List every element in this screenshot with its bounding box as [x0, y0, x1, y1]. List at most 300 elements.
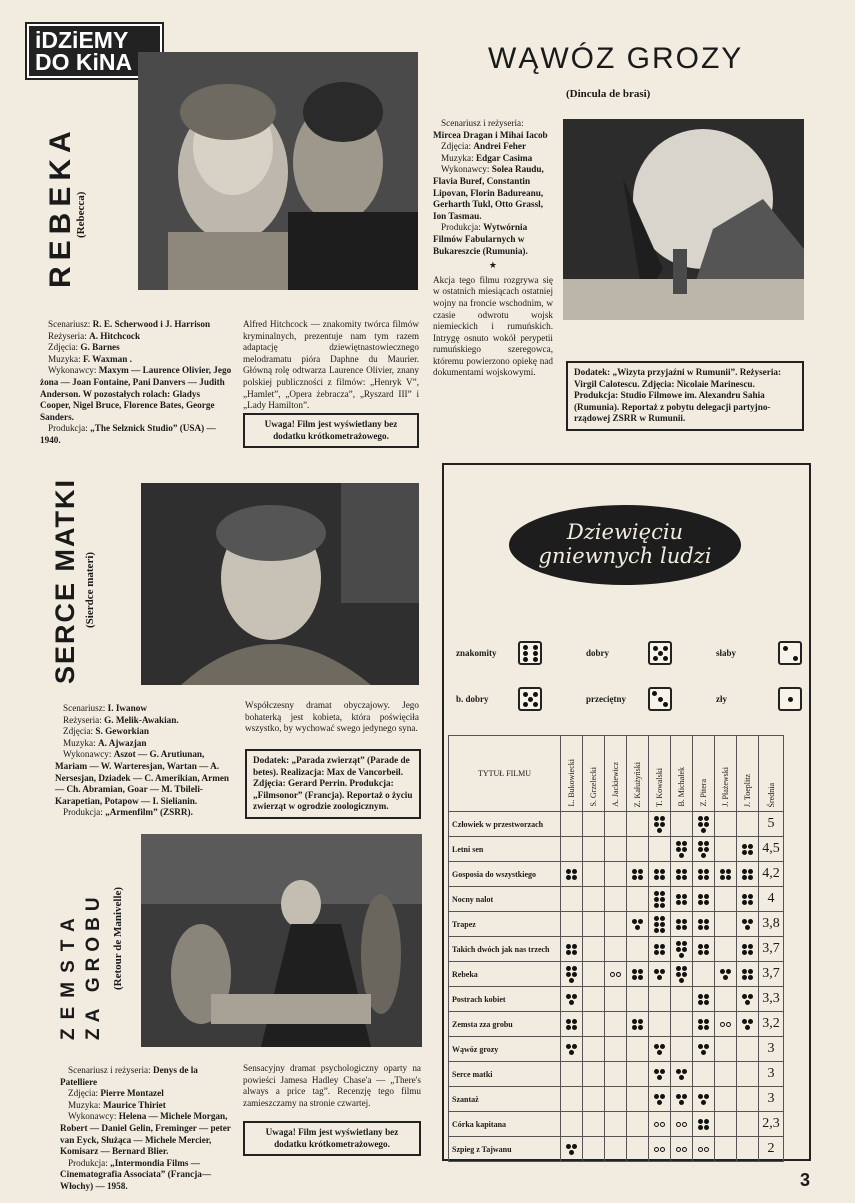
table-row: [449, 1012, 784, 1037]
score-cell: [649, 912, 671, 937]
critic-header: A. Jackiewicz: [605, 736, 627, 812]
ratings-panel: [442, 463, 811, 1161]
score-cell: [693, 912, 715, 937]
film-title-cell: Człowiek w przestworzach: [449, 812, 561, 837]
score-cell: [649, 962, 671, 987]
score-cell: [715, 937, 737, 962]
score-cell: [715, 812, 737, 837]
zemsta-title-line2: ZA GROBU: [83, 891, 104, 1040]
score-cell: [627, 812, 649, 837]
critic-header: T. Kowalski: [649, 736, 671, 812]
table-row: [449, 987, 784, 1012]
score-dots-icon: [718, 868, 734, 880]
wawoz-title: WĄWÓZ GROZY: [488, 42, 744, 75]
score-cell: [649, 987, 671, 1012]
credit-line: Muzyka: F. Waxman .: [48, 353, 132, 364]
score-dots-icon: [564, 868, 580, 880]
film-title-cell: Rebeka: [449, 962, 561, 987]
score-dots-icon: [652, 1146, 668, 1152]
credit-line: Produkcja: „Intermondia Films — Cinematografia Associata” (Francja—Włochy) — 1958.: [60, 1157, 212, 1191]
score-dots-icon: [740, 868, 756, 880]
score-dots-icon: [652, 890, 668, 908]
score-dots-icon: [740, 943, 756, 955]
score-cell: [561, 1037, 583, 1062]
score-cell: [737, 1062, 759, 1087]
ratings-table-wrap: [448, 735, 784, 1162]
film-title-cell: Zemsta zza grobu: [449, 1012, 561, 1037]
average-cell: 4,5: [759, 837, 784, 862]
score-dots-icon: [652, 1068, 668, 1080]
score-cell: [671, 912, 693, 937]
score-cell: [693, 862, 715, 887]
score-cell: [605, 962, 627, 987]
star-separator: ★: [488, 260, 498, 271]
film-title-cell: Wąwóz grozy: [449, 1037, 561, 1062]
credit-line: Zdjęcia: S. Geworkian: [63, 726, 150, 737]
score-cell: [715, 1037, 737, 1062]
zemsta-photo: [141, 834, 422, 1047]
score-cell: [605, 1037, 627, 1062]
score-cell: [583, 987, 605, 1012]
score-dots-icon: [608, 971, 624, 977]
zemsta-note: Uwaga! Film jest wyświetlany bez dodatku krótkometrażowego.: [243, 1121, 421, 1156]
film-title-cell: Takich dwóch jak nas trzech: [449, 937, 561, 962]
score-cell: [671, 812, 693, 837]
score-cell: [561, 1012, 583, 1037]
score-cell: [583, 887, 605, 912]
wawoz-photo: [563, 119, 804, 320]
score-dots-icon: [696, 1118, 712, 1130]
score-cell: [693, 987, 715, 1012]
score-cell: [737, 1012, 759, 1037]
critic-header: B. Michałek: [671, 736, 693, 812]
legend-label: zły: [716, 694, 727, 704]
die-5-icon: [648, 641, 672, 665]
credit-line: Zdjęcia: Andrei Feher: [441, 141, 527, 152]
score-dots-icon: [674, 918, 690, 930]
score-cell: [583, 962, 605, 987]
score-cell: [561, 912, 583, 937]
score-cell: [693, 1112, 715, 1137]
table-row: [449, 1112, 784, 1137]
score-cell: [561, 812, 583, 837]
average-cell: 3,7: [759, 962, 784, 987]
ratings-title-badge: Dziewięciu gniewnych ludzi: [509, 505, 741, 585]
score-cell: [671, 987, 693, 1012]
die-1-icon: [778, 687, 802, 711]
credit-line: Zdjęcia: G. Barnes: [48, 342, 120, 353]
score-cell: [583, 812, 605, 837]
legend-item: [716, 641, 802, 665]
score-dots-icon: [696, 840, 712, 858]
score-cell: [649, 1012, 671, 1037]
score-dots-icon: [674, 1146, 690, 1152]
table-row: [449, 962, 784, 987]
score-cell: [605, 1087, 627, 1112]
score-cell: [715, 1112, 737, 1137]
score-dots-icon: [696, 893, 712, 905]
score-cell: [627, 1137, 649, 1162]
credit-line: Reżyseria: G. Melik-Awakian.: [63, 714, 179, 725]
score-cell: [627, 912, 649, 937]
score-cell: [649, 887, 671, 912]
score-cell: [561, 862, 583, 887]
serce-note: Dodatek: „Parada zwierząt” (Parade de betes). Realizacja: Max de Vancorbeil. Zdjęcia: Gerard Perrin. Produkcja: „Filmsonor” (Francja). Reportaż o życiu zwierząt w ogrodzie zoologicznym.: [245, 749, 421, 819]
score-dots-icon: [630, 918, 646, 930]
average-header: Średnia: [759, 736, 784, 812]
wawoz-credits: [433, 118, 553, 379]
score-dots-icon: [564, 1018, 580, 1030]
average-cell: 4,2: [759, 862, 784, 887]
score-dots-icon: [674, 965, 690, 983]
score-cell: [627, 1037, 649, 1062]
score-cell: [627, 862, 649, 887]
score-cell: [649, 837, 671, 862]
score-cell: [737, 912, 759, 937]
table-row: [449, 1037, 784, 1062]
average-cell: 5: [759, 812, 784, 837]
table-row: [449, 887, 784, 912]
film-title-cell: Córka kapitana: [449, 1112, 561, 1137]
score-dots-icon: [696, 1146, 712, 1152]
score-dots-icon: [740, 1018, 756, 1030]
score-dots-icon: [630, 1018, 646, 1030]
score-dots-icon: [674, 868, 690, 880]
score-cell: [693, 1087, 715, 1112]
score-cell: [627, 962, 649, 987]
score-cell: [737, 987, 759, 1012]
credit-line: Reżyseria: A. Hitchcock: [48, 330, 141, 341]
critic-header: Z. Kałużyński: [627, 736, 649, 812]
column-logo: iDZiEMY DO KiNA: [27, 24, 162, 78]
score-cell: [583, 912, 605, 937]
average-cell: 4: [759, 887, 784, 912]
table-row: [449, 862, 784, 887]
serce-description: Współczesny dramat obyczajowy. Jego bohaterką jest kobieta, która poświęciła wszystko, by wychować swego jedynego syna.: [245, 700, 419, 734]
credit-line: Produkcja: „Armenfilm” (ZSRR).: [63, 807, 193, 818]
legend-label: b. dobry: [456, 694, 489, 704]
average-cell: 3: [759, 1037, 784, 1062]
credit-line: Scenariusz i reżyseria: Denys de la Patelliere: [60, 1065, 198, 1087]
credit-line: Scenariusz: I. Iwanow: [63, 703, 147, 713]
score-dots-icon: [564, 1043, 580, 1055]
score-cell: [693, 1062, 715, 1087]
page-number: 3: [800, 1170, 811, 1190]
score-dots-icon: [674, 1093, 690, 1105]
rebeka-credits: [40, 319, 232, 447]
credit-line: Scenariusz i reżyseria: Mircea Dragan i Mihai Iacob: [433, 118, 548, 140]
score-dots-icon: [674, 1121, 690, 1127]
score-cell: [671, 1037, 693, 1062]
legend-item: [456, 687, 542, 711]
average-cell: 3,7: [759, 937, 784, 962]
table-row: [449, 912, 784, 937]
score-cell: [671, 1012, 693, 1037]
rebeka-title: REBEKA: [44, 125, 77, 288]
score-cell: [605, 987, 627, 1012]
score-cell: [715, 1087, 737, 1112]
score-dots-icon: [696, 1018, 712, 1030]
score-cell: [737, 937, 759, 962]
score-cell: [605, 812, 627, 837]
score-cell: [693, 937, 715, 962]
zemsta-description: Sensacyjny dramat psychologiczny oparty na powieści Jamesa Hadley Chase'a — „There's always a price tag”. Recenzję tego filmu zamieszczamy na stronie czwartej.: [243, 1063, 421, 1108]
rebeka-note: Uwaga! Film jest wyświetlany bez dodatku krótkometrażowego.: [243, 413, 419, 448]
film-title-cell: Letni sen: [449, 837, 561, 862]
score-cell: [649, 1037, 671, 1062]
serce-original-title: (Sierdce materi): [84, 551, 96, 628]
serce-title: SERCE MATKI: [50, 477, 80, 684]
serce-credits: [55, 703, 235, 819]
zemsta-credits: [60, 1065, 232, 1193]
score-dots-icon: [674, 893, 690, 905]
score-dots-icon: [696, 1043, 712, 1055]
film-title-cell: Postrach kobiet: [449, 987, 561, 1012]
score-dots-icon: [696, 943, 712, 955]
wawoz-original-title: (Dincula de brasi): [566, 88, 651, 100]
score-dots-icon: [740, 968, 756, 980]
score-cell: [627, 1112, 649, 1137]
die-5-icon: [518, 687, 542, 711]
score-dots-icon: [740, 918, 756, 930]
score-cell: [583, 1012, 605, 1037]
ratings-table: [448, 735, 784, 1162]
table-row: [449, 837, 784, 862]
score-dots-icon: [652, 1121, 668, 1127]
credit-line: Muzyka: Edgar Casima: [441, 152, 533, 163]
score-dots-icon: [564, 965, 580, 983]
score-dots-icon: [652, 815, 668, 833]
film-title-cell: Nocny nalot: [449, 887, 561, 912]
score-cell: [627, 987, 649, 1012]
score-cell: [649, 1112, 671, 1137]
score-cell: [583, 1087, 605, 1112]
credit-line: Muzyka: A. Ajwazjan: [63, 737, 147, 748]
score-cell: [649, 1087, 671, 1112]
score-dots-icon: [696, 868, 712, 880]
score-dots-icon: [674, 1068, 690, 1080]
score-dots-icon: [718, 968, 734, 980]
average-cell: 3: [759, 1062, 784, 1087]
score-cell: [671, 887, 693, 912]
score-cell: [737, 837, 759, 862]
score-dots-icon: [652, 915, 668, 933]
score-dots-icon: [740, 993, 756, 1005]
score-cell: [649, 1137, 671, 1162]
score-cell: [583, 1137, 605, 1162]
score-cell: [627, 1087, 649, 1112]
score-cell: [627, 887, 649, 912]
score-cell: [671, 1112, 693, 1137]
score-cell: [671, 1137, 693, 1162]
score-cell: [561, 1087, 583, 1112]
legend-label: znakomity: [456, 648, 497, 658]
score-cell: [671, 1087, 693, 1112]
rebeka-original-title: (Rebecca): [75, 191, 87, 238]
credit-line: Produkcja: Wytwórnia Filmów Fabularnych w Bukareszcie (Rumunia).: [433, 222, 528, 256]
table-row: [449, 1087, 784, 1112]
score-cell: [715, 1012, 737, 1037]
film-title-cell: Szantaż: [449, 1087, 561, 1112]
score-cell: [671, 862, 693, 887]
score-dots-icon: [652, 1043, 668, 1055]
legend-label: przeciętny: [586, 694, 626, 704]
credit-line: Wykonawcy: Helena — Michele Morgan, Robert — Daniel Gelin, Freminger — peter van Eyck, Służąca — Michele Mercier, Komisarz — Bernard Blier.: [60, 1111, 231, 1157]
score-dots-icon: [564, 993, 580, 1005]
score-cell: [737, 1137, 759, 1162]
score-dots-icon: [740, 843, 756, 855]
score-cell: [605, 1062, 627, 1087]
table-row: [449, 937, 784, 962]
score-cell: [605, 837, 627, 862]
score-cell: [737, 1087, 759, 1112]
score-cell: [693, 1037, 715, 1062]
score-cell: [583, 1112, 605, 1137]
score-cell: [627, 1062, 649, 1087]
score-cell: [627, 837, 649, 862]
score-cell: [649, 1062, 671, 1087]
film-title-cell: Szpieg z Tajwanu: [449, 1137, 561, 1162]
score-dots-icon: [718, 1021, 734, 1027]
score-cell: [649, 937, 671, 962]
score-dots-icon: [674, 840, 690, 858]
score-cell: [605, 862, 627, 887]
score-dots-icon: [630, 868, 646, 880]
score-cell: [693, 1137, 715, 1162]
score-cell: [605, 937, 627, 962]
table-row: [449, 812, 784, 837]
critic-header: S. Grzelecki: [583, 736, 605, 812]
credit-line: Wykonawcy: Maxym — Laurence Olivier, Jego żona — Joan Fontaine, Pani Danvers — Judith Anderson. W pozostałych rolach: Gladys Cooper, Nigel Bruce, Florence Bates, George Sanders.: [40, 365, 232, 422]
score-cell: [715, 987, 737, 1012]
score-cell: [737, 887, 759, 912]
score-cell: [693, 812, 715, 837]
score-cell: [649, 862, 671, 887]
rebeka-photo: [138, 52, 418, 290]
score-cell: [583, 937, 605, 962]
score-cell: [737, 862, 759, 887]
score-dots-icon: [652, 868, 668, 880]
legend-label: słaby: [716, 648, 737, 658]
credit-line: Wykonawcy: Aszot — G. Arutiunan, Mariam — W. Warteresjan, Wartan — A. Nersesjan, Dziadek — C. Amerikian, Armen — Ch. Abramian, Goar — M. Tbileli-Karapetian, Potapow — I. Sielianin.: [55, 749, 230, 806]
critic-header: Z. Pitera: [693, 736, 715, 812]
score-dots-icon: [652, 1093, 668, 1105]
table-row: [449, 1137, 784, 1162]
legend-item: [456, 641, 542, 665]
film-title-cell: Gosposia do wszystkiego: [449, 862, 561, 887]
score-cell: [671, 962, 693, 987]
score-dots-icon: [674, 940, 690, 958]
film-title-cell: Serce matki: [449, 1062, 561, 1087]
score-cell: [627, 1012, 649, 1037]
credit-line: Muzyka: Maurice Thiriet: [68, 1099, 166, 1110]
score-dots-icon: [696, 1093, 712, 1105]
score-cell: [671, 1062, 693, 1087]
score-cell: [561, 1137, 583, 1162]
film-title-header: TYTUŁ FILMU: [449, 736, 561, 812]
score-cell: [671, 837, 693, 862]
wawoz-description: Akcja tego filmu rozgrywa się w ostatnich miesiącach ostatniej wojny na froncie wschodnim, w czasie odwrotu wojsk niemieckich i rumuńskich. Intrygę osnuto wokół perypetii rumuńskiego szeregowca, któremu powierzono opiekę nad dokumentami wojskowymi.: [433, 274, 553, 378]
table-row: [449, 1062, 784, 1087]
score-cell: [737, 962, 759, 987]
legend-item: [716, 687, 802, 711]
score-cell: [715, 862, 737, 887]
credit-line: Scenariusz: R. E. Scherwood i J. Harrison: [48, 319, 211, 329]
score-dots-icon: [652, 943, 668, 955]
score-cell: [561, 987, 583, 1012]
score-cell: [627, 937, 649, 962]
score-cell: [561, 837, 583, 862]
score-cell: [583, 862, 605, 887]
score-cell: [605, 912, 627, 937]
score-cell: [605, 1137, 627, 1162]
serce-photo: [141, 483, 419, 685]
score-cell: [561, 1112, 583, 1137]
score-cell: [561, 937, 583, 962]
score-cell: [737, 812, 759, 837]
average-cell: 3,3: [759, 987, 784, 1012]
average-cell: 3: [759, 1087, 784, 1112]
average-cell: 2: [759, 1137, 784, 1162]
average-cell: 3,2: [759, 1012, 784, 1037]
critic-header: J. Toeplitz: [737, 736, 759, 812]
score-cell: [561, 887, 583, 912]
score-dots-icon: [630, 968, 646, 980]
score-cell: [671, 937, 693, 962]
zemsta-title-line1: ZEMSTA: [58, 909, 79, 1040]
score-cell: [715, 837, 737, 862]
score-cell: [693, 1012, 715, 1037]
score-cell: [561, 1062, 583, 1087]
score-cell: [737, 1112, 759, 1137]
score-cell: [605, 887, 627, 912]
score-cell: [715, 912, 737, 937]
legend-item: [586, 641, 672, 665]
critic-header: J. Płażewski: [715, 736, 737, 812]
zemsta-original-title: (Retour de Manivelle): [112, 886, 124, 990]
average-cell: 3,8: [759, 912, 784, 937]
score-cell: [605, 1012, 627, 1037]
score-cell: [737, 1037, 759, 1062]
score-cell: [715, 962, 737, 987]
average-cell: 2,3: [759, 1112, 784, 1137]
score-cell: [583, 1062, 605, 1087]
score-cell: [693, 837, 715, 862]
die-6-icon: [518, 641, 542, 665]
die-3-icon: [648, 687, 672, 711]
rebeka-description: Alfred Hitchcock — znakomity twórca filmów kryminalnych, prezentuje nam tym razem adaptację dziewiętnastowiecznego melodramatu pióra Daphne du Maurier. Główną rolę odtwarza Laurence Olivier, znany polskiej publiczności z filmów: „Henryk V”, „Hamlet”, „Opera żebracza”, „Ryszard III” i „Lady Hamilton”.: [243, 319, 419, 411]
score-cell: [715, 887, 737, 912]
credit-line: Zdjęcia: Pierre Montazel: [68, 1088, 164, 1099]
legend-item: [586, 687, 672, 711]
score-dots-icon: [696, 815, 712, 833]
score-cell: [561, 962, 583, 987]
film-title-cell: Trapez: [449, 912, 561, 937]
score-dots-icon: [652, 968, 668, 980]
score-cell: [693, 887, 715, 912]
score-cell: [693, 962, 715, 987]
critic-header: L. Bukowiecki: [561, 736, 583, 812]
credit-line: Produkcja: „The Selznick Studio” (USA) — 1940.: [40, 423, 216, 445]
score-cell: [715, 1062, 737, 1087]
score-dots-icon: [564, 1143, 580, 1155]
legend-label: dobry: [586, 648, 610, 658]
credit-line: Wykonawcy: Solea Raudu, Flavia Buref, Constantin Lipovan, Florin Badureanu, Gerharth Tukl, Otto Grassl, Ion Tasmau.: [433, 164, 544, 221]
score-dots-icon: [696, 918, 712, 930]
score-cell: [649, 812, 671, 837]
score-dots-icon: [696, 993, 712, 1005]
score-cell: [715, 1137, 737, 1162]
